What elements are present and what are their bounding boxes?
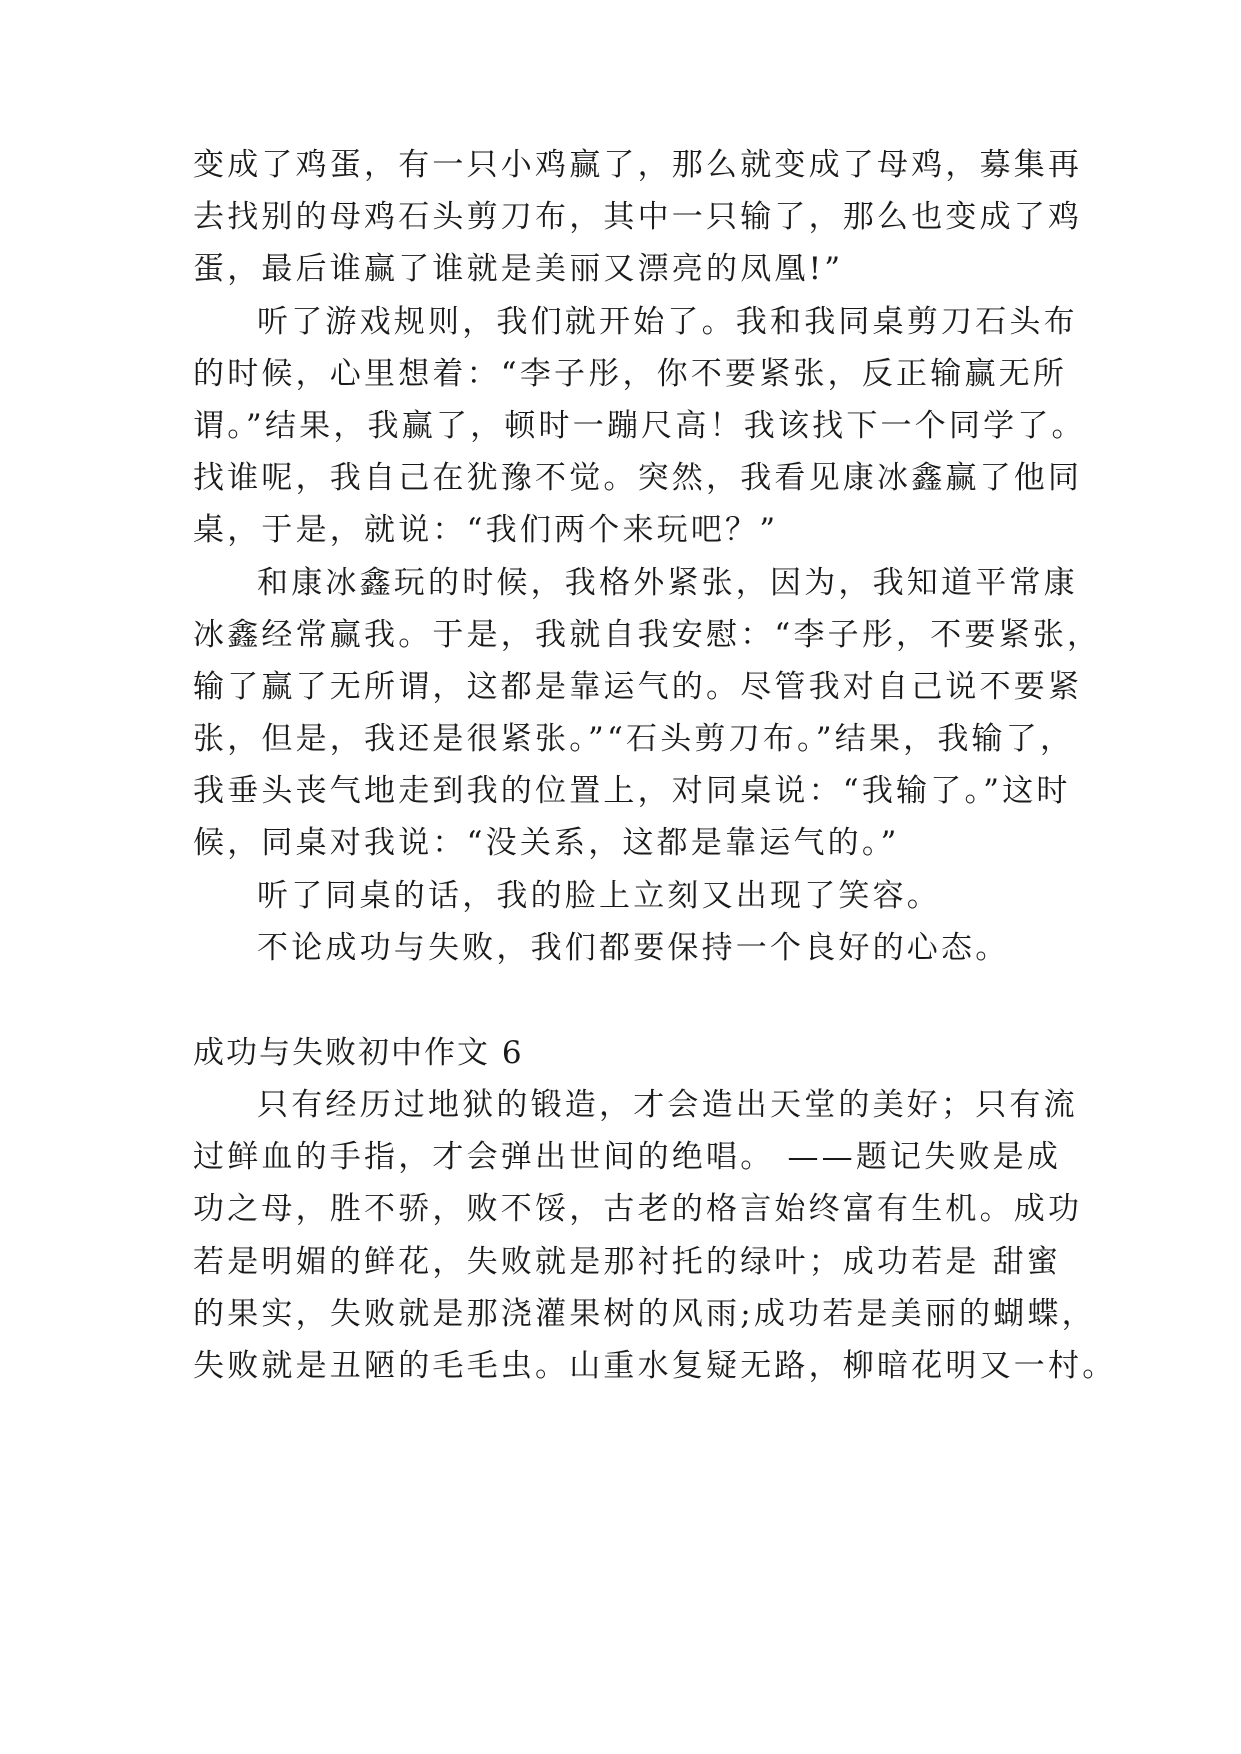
- paragraph-start-line: 听了游戏规则，我们就开始了。我和我同桌剪刀石头布: [257, 304, 1078, 340]
- text-line: 变成了鸡蛋，有一只小鸡赢了，那么就变成了母鸡，募集再: [193, 147, 1083, 183]
- text-line: 的果实，失败就是那浇灌果树的风雨;成功若是美丽的蝴蝶，: [193, 1296, 1096, 1332]
- text-line: 冰鑫经常赢我。于是，我就自我安慰：“李子彤，不要紧张，: [193, 617, 1102, 653]
- paragraph-start-line: 听了同桌的话，我的脸上立刻又出现了笑容。: [257, 878, 941, 914]
- text-line: 失败就是丑陋的毛毛虫。山重水复疑无路，柳暗花明又一村。: [193, 1348, 1117, 1384]
- paragraph-start-line: 只有经历过地狱的锻造，才会造出天堂的美好；只有流: [257, 1087, 1078, 1123]
- text-line: 桌，于是，就说：“我们两个来玩吧？”: [193, 512, 779, 548]
- text-line: 找谁呢，我自己在犹豫不觉。突然，我看见康冰鑫赢了他同: [193, 460, 1083, 496]
- text-line: 蛋，最后谁赢了谁就是美丽又漂亮的凤凰!”: [193, 251, 844, 287]
- text-line: 输了赢了无所谓，这都是靠运气的。尽管我对自己说不要紧: [193, 669, 1083, 705]
- essay-6-title: 成功与失败初中作文 6: [193, 1035, 524, 1071]
- text-line: 的时候，心里想着：“李子彤，你不要紧张，反正输赢无所: [193, 356, 1068, 392]
- paragraph-start-line: 不论成功与失败，我们都要保持一个良好的心态。: [257, 930, 1010, 966]
- text-line: 张，但是，我还是很紧张。”“石头剪刀布。”结果，我输了，: [193, 721, 1075, 757]
- text-line: 过鲜血的手指，才会弹出世间的绝唱。 ——题记失败是成: [193, 1139, 1062, 1175]
- text-line: 我垂头丧气地走到我的位置上，对同桌说：“我输了。”这时: [193, 773, 1071, 809]
- paragraph-start-line: 和康冰鑫玩的时候，我格外紧张，因为，我知道平常康: [257, 565, 1078, 601]
- text-line: 功之母，胜不骄，败不馁，古老的格言始终富有生机。成功: [193, 1191, 1083, 1227]
- text-line: 候，同桌对我说：“没关系，这都是靠运气的。”: [193, 825, 900, 861]
- text-line: 若是明媚的鲜花，失败就是那衬托的绿叶；成功若是 甜蜜: [193, 1244, 1062, 1280]
- text-line: 去找别的母鸡石头剪刀布，其中一只输了，那么也变成了鸡: [193, 199, 1083, 235]
- text-line: 谓。”结果，我赢了，顿时一蹦尺高！我该找下一个同学了。: [193, 408, 1086, 444]
